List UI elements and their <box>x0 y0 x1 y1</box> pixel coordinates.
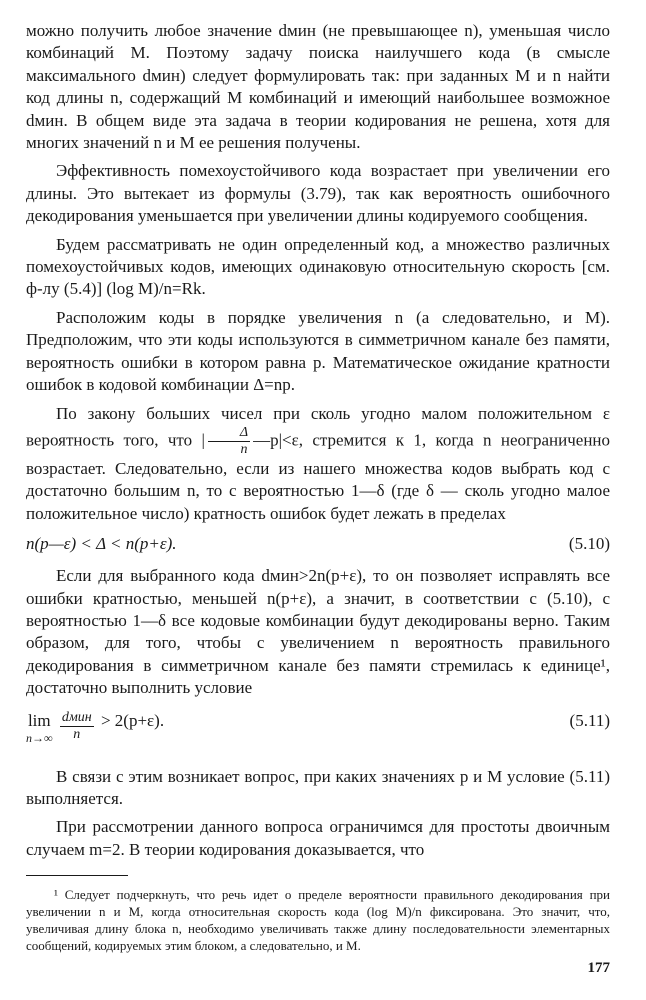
paragraph-6: Если для выбранного кода dмин>2n(p+ε), то он позволяет исправлять все ошибки кратностью, меньшей n(p+ε), а значит, в соответствии с (5.10), с вероятностью 1—δ все кодовые комбинации будут декодированы верно. Таким образом, для того, чтобы с увеличением n вероятность правильного декодирования в симметричном канале без памяти стремилась к единице¹, достаточно выполнить условие <box>26 566 610 698</box>
formula-5-10-expression: n(p—ε) < Δ < n(p+ε). <box>26 534 177 554</box>
inline-abs-tail: —p|<ε <box>253 430 299 450</box>
paragraph-5-end: , стремится к 1, когда n неограниченно возрастает. Следовательно, если из нашего множества кодов выбрать код с достаточно большим n, то с вероятностью 1—δ (где δ — сколь угодно малое положительное число) кратность ошибок будет лежать в пределах <box>26 430 611 523</box>
inline-fraction <box>208 425 250 458</box>
paragraph-1: можно получить любое значение dмин (не превышающее n), уменьшая число комбинаций M. Поэтому задачу поиска наилучшего кода (в смысле максимального dмин) следует формулировать так: при заданных M и n найти код длины n, содержащий M комбинаций и имеющий наибольшее возможное dмин. В общем виде эта задача в теории кодирования не решена, хотя для многих значений n и M ее решения получены. <box>26 21 610 153</box>
paragraph-4: Расположим коды в порядке увеличения n (а следовательно, и M). Предположим, что эти коды используются в симметричном канале без памяти, вероятность ошибки в котором равна p. Математическое ожидание кратности ошибок в кодовой комбинации Δ=np. <box>26 307 610 395</box>
inline-fraction-numerator: Δ <box>208 425 250 442</box>
paragraph-3: Будем рассматривать не один определенный код, а множество различных помехоустойчивых кодов, имеющих одинаковую относительную скорость [см. ф-лу (5.4)] (log M)/n=Rk. <box>26 234 610 299</box>
inline-fraction-denominator: n <box>240 441 248 457</box>
limit-subscript: n→∞ <box>26 730 53 745</box>
formula-5-11-fraction <box>60 710 94 743</box>
page-number: 177 <box>587 960 610 976</box>
limit-operator <box>26 710 53 744</box>
paragraph-8: При рассмотрении данного вопроса ограничимся для простоты двоичным случаем m=2. В теории кодирования доказывается, что <box>26 817 610 859</box>
formula-5-11-number: (5.11) <box>569 710 610 730</box>
inline-abs-bar-left: | <box>201 430 205 450</box>
footnote-divider <box>26 875 128 876</box>
formula-5-10-number: (5.10) <box>568 534 610 554</box>
formula-5-11 <box>26 710 610 756</box>
paragraph-5-start: По закону больших чисел при сколь угодно малом положительном ε вероятность того, что <box>26 403 610 450</box>
page-body <box>26 20 610 954</box>
footnote: ¹ Следует подчеркнуть, что речь идет о пределе вероятности правильного декодирования при увеличении n и M, когда относительная скорость кода (log M)/n фиксирована. Это значит, что, увеличивая длину блока n, необходимо увеличивать также длину последовательности элементарных сообщений, кодируемых этим блоком, а следовательно, и M. <box>26 887 610 954</box>
formula-5-11-denominator: n <box>73 726 81 742</box>
paragraph-2: Эффективность помехоустойчивого кода возрастает при увеличении его длины. Это вытекает из формулы (3.79), так как вероятность ошибочного декодирования уменьшается при увеличении длины кодируемого сообщения. <box>26 161 610 226</box>
formula-5-10 <box>26 533 610 555</box>
paragraph-7: В связи с этим возникает вопрос, при каких значениях p и M условие (5.11) выполняется. <box>26 766 610 808</box>
limit-word: lim <box>27 710 51 730</box>
formula-5-11-rhs: > 2(p+ε). <box>100 710 165 730</box>
paragraph-5 <box>26 403 610 526</box>
formula-5-11-expression <box>26 710 164 744</box>
formula-5-11-numerator: dмин <box>61 709 92 725</box>
